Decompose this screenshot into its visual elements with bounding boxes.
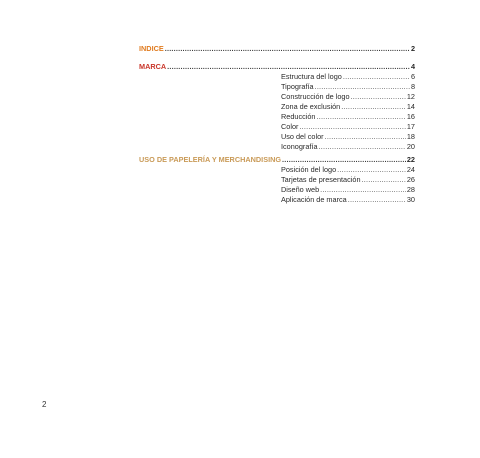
toc-leader-dots [337,165,406,174]
toc-subentry-page: 17 [406,122,415,131]
toc-subentry[interactable] [281,112,415,121]
toc-leader-dots [343,72,410,81]
toc-leader-dots [167,62,410,71]
toc-subentry-label: Diseño web [281,185,320,194]
toc-subentry-label: Posición del logo [281,165,337,174]
toc-leader-dots [351,92,406,101]
toc-subentry[interactable] [281,72,415,81]
toc-entry-label: INDICE [139,44,164,53]
toc-leader-dots [165,44,410,53]
toc-entry-page: 2 [410,44,415,53]
toc-subentry[interactable] [281,185,415,194]
toc-subentry-label: Tipografía [281,82,314,91]
toc-subentry-label: Zona de exclusión [281,102,341,111]
toc-leader-dots [319,142,406,151]
toc-subentry[interactable] [281,132,415,141]
toc-entry-indice[interactable] [139,44,415,53]
toc-subentry[interactable] [281,195,415,204]
toc-leader-dots [362,175,406,184]
toc-subentry-page: 28 [406,185,415,194]
toc-subentry-label: Estructura del logo [281,72,342,81]
toc-subentry-label: Aplicación de marca [281,195,347,204]
toc-subentry-page: 6 [410,72,415,81]
toc-entry-page: 22 [406,155,415,164]
toc-leader-dots [348,195,406,204]
toc-subentry-label: Construcción de logo [281,92,350,101]
toc-subentry[interactable] [281,82,415,91]
toc-subentry-page: 16 [406,112,415,121]
toc-leader-dots [315,82,410,91]
toc-subentry-page: 18 [406,132,415,141]
toc-leader-dots [316,112,405,121]
toc-entry-page: 4 [410,62,415,71]
toc-leader-dots [320,185,406,194]
toc-subentry-page: 30 [406,195,415,204]
toc-entry-papeleria[interactable] [139,155,415,164]
toc-subentry-label: Iconografía [281,142,318,151]
toc-subentry[interactable] [281,165,415,174]
toc-subentry-label: Reducción [281,112,316,121]
toc-entry-marca[interactable] [139,62,415,71]
toc-subentry-label: Color [281,122,299,131]
toc-leader-dots [341,102,406,111]
toc-subentry-page: 12 [406,92,415,101]
toc-subentry-page: 24 [406,165,415,174]
toc-subentry[interactable] [281,175,415,184]
toc-subentry-page: 8 [410,82,415,91]
toc-leader-dots [282,155,406,164]
toc-leader-dots [325,132,406,141]
toc-subentry[interactable] [281,122,415,131]
page-number: 2 [42,400,47,409]
toc-subentry-page: 14 [406,102,415,111]
toc-entry-label: USO DE PAPELERÍA Y MERCHANDISING [139,155,282,164]
toc-subentry-label: Uso del color [281,132,324,141]
toc-subentry[interactable] [281,92,415,101]
toc-subentry-page: 20 [406,142,415,151]
toc-subentry-label: Tarjetas de presentación [281,175,361,184]
toc-entry-label: MARCA [139,62,167,71]
toc-subentry[interactable] [281,142,415,151]
toc-subentry-page: 26 [406,175,415,184]
toc-subentry[interactable] [281,102,415,111]
toc-leader-dots [299,122,405,131]
